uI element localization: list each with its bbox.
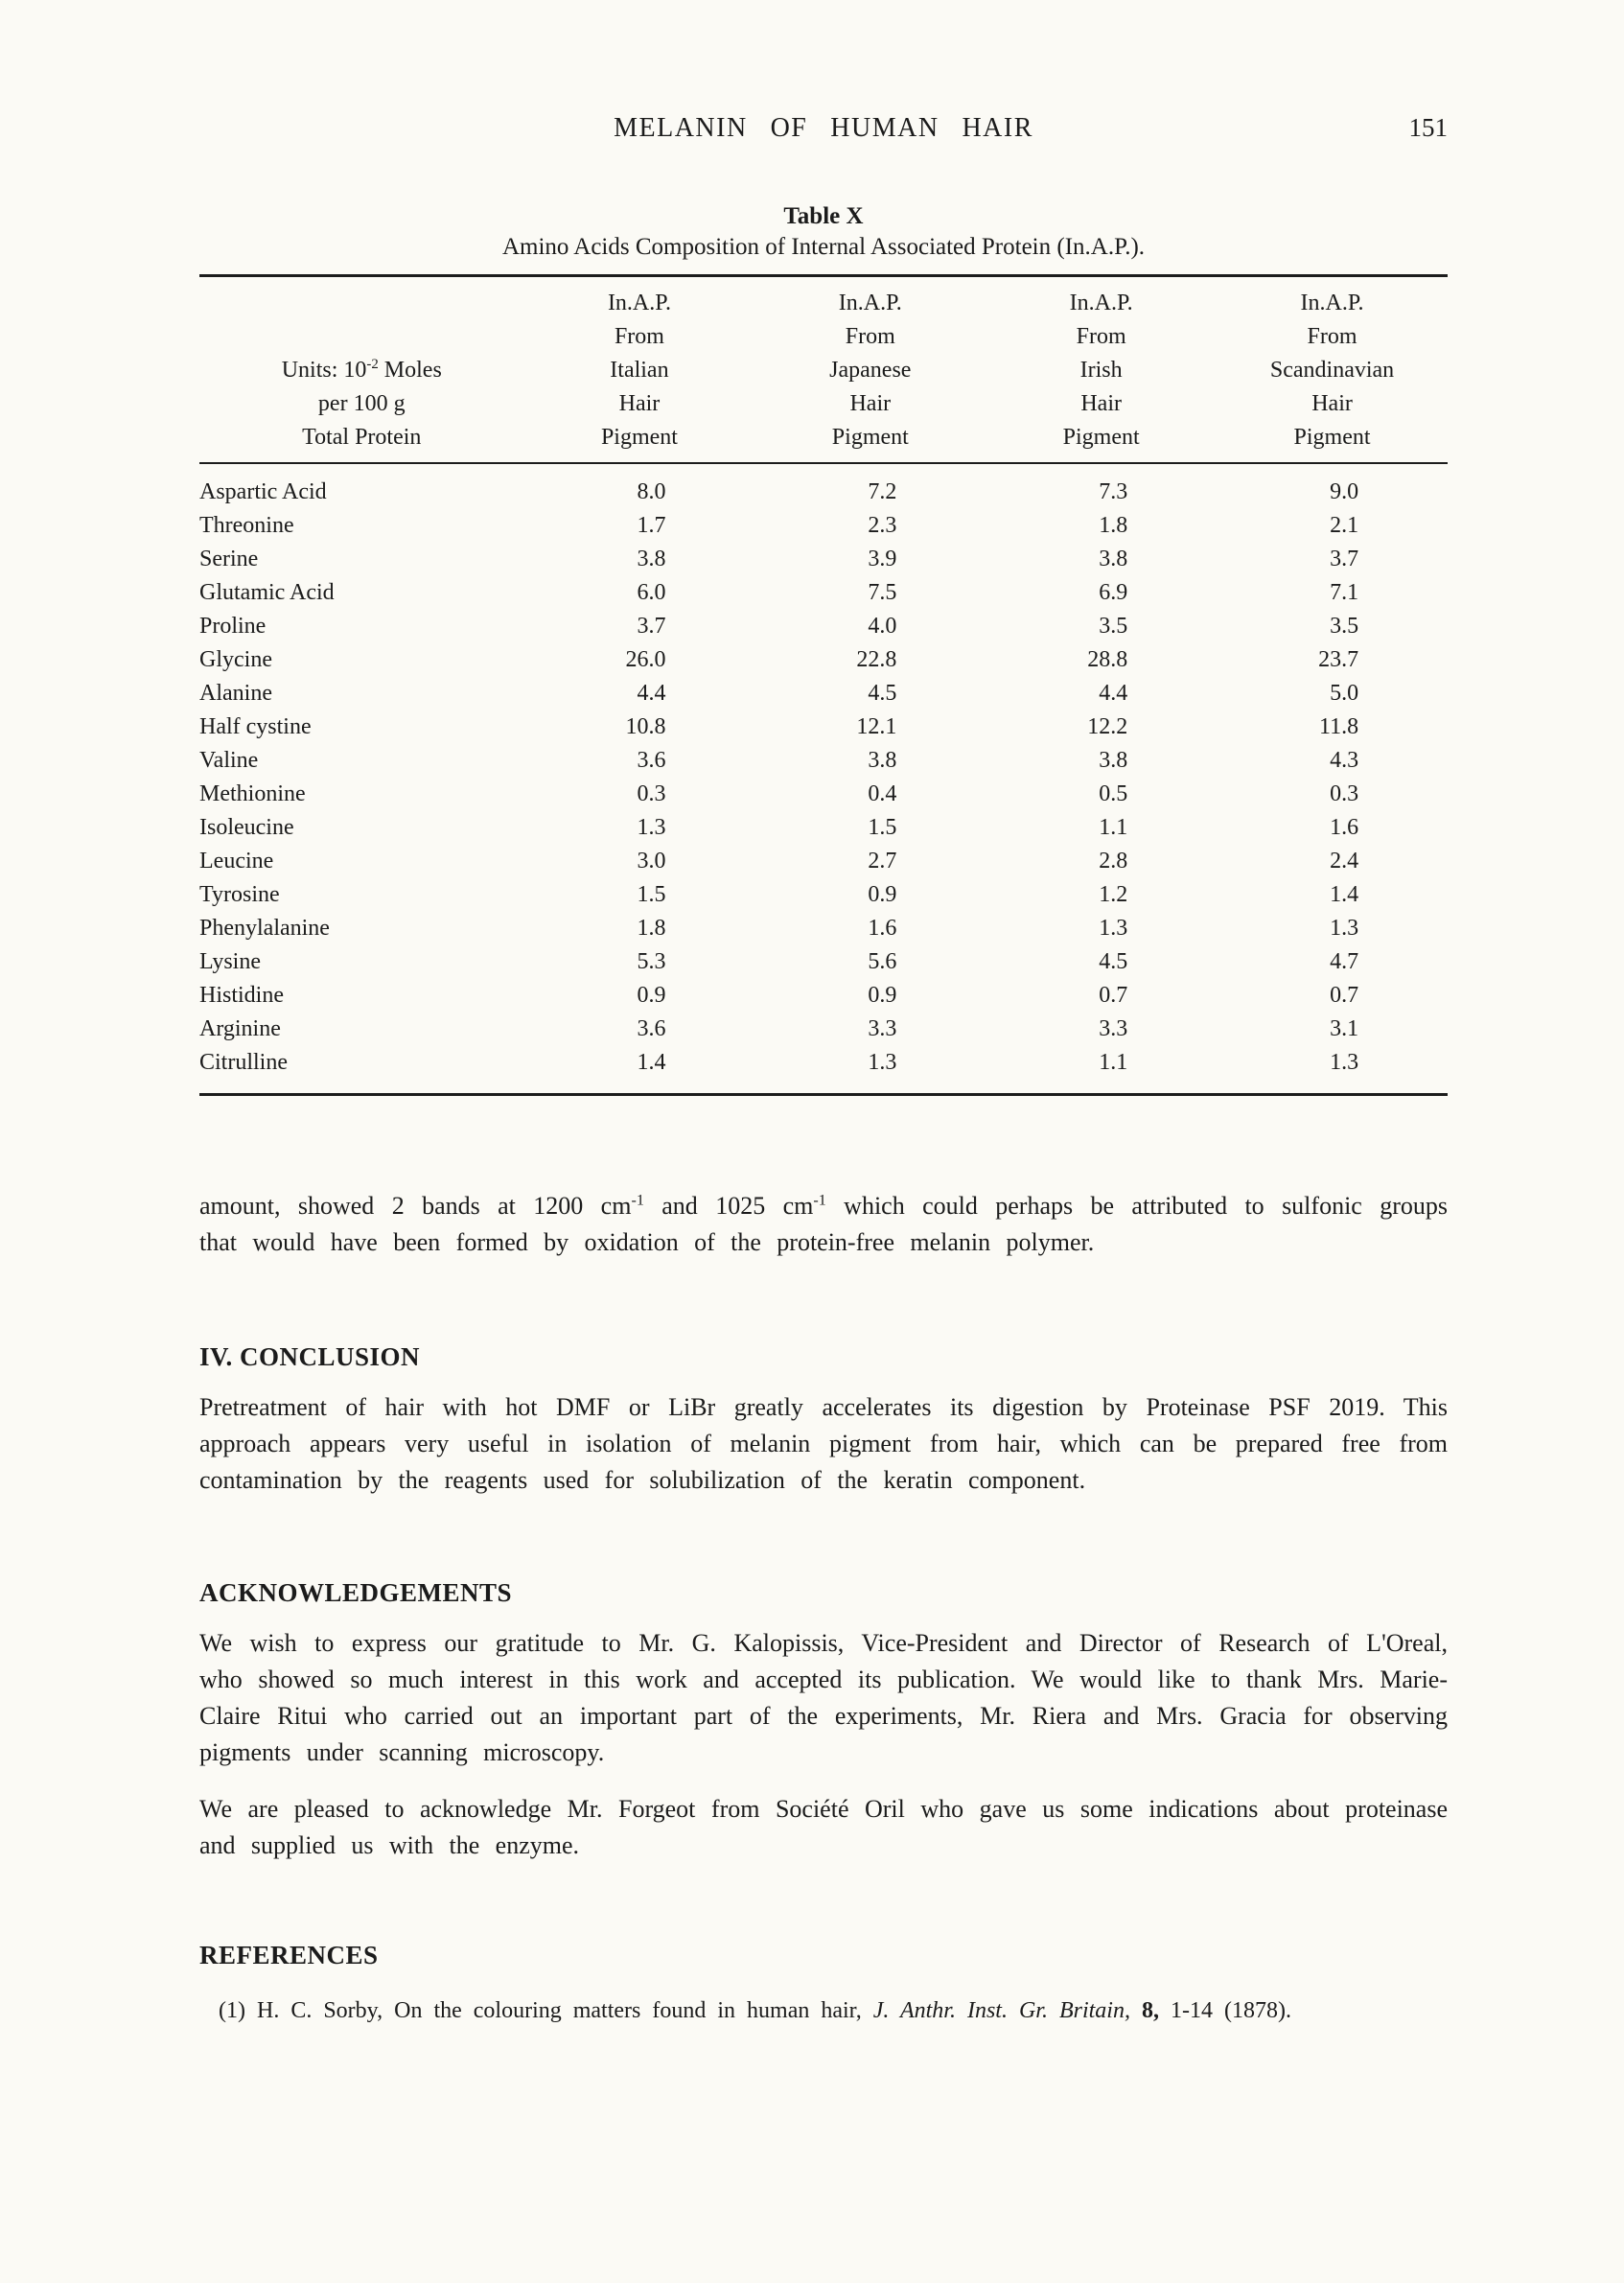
value-italian xyxy=(524,1013,755,1046)
value: 4.4 xyxy=(1099,681,1128,706)
value-italian xyxy=(524,543,755,576)
value: 5.6 xyxy=(868,949,897,974)
header-line: Scandinavian xyxy=(1269,358,1395,383)
header-line: From xyxy=(1307,324,1357,349)
value-scandinavian xyxy=(1217,677,1448,711)
value: 5.3 xyxy=(637,949,666,974)
table-row xyxy=(199,1046,1448,1095)
table-row xyxy=(199,845,1448,878)
value: 2.3 xyxy=(868,513,897,538)
value: 1.5 xyxy=(868,815,897,840)
value: 3.5 xyxy=(1099,614,1128,639)
value-irish xyxy=(986,677,1217,711)
column-header-irish xyxy=(986,276,1217,464)
units-line-3: Total Protein xyxy=(302,425,422,450)
amino-acid-name: Lysine xyxy=(199,949,261,974)
value-italian xyxy=(524,778,755,811)
reference-text: (1) H. C. Sorby, On the colouring matters found in human hair, xyxy=(219,1997,873,2023)
value-scandinavian xyxy=(1217,778,1448,811)
value: 1.4 xyxy=(1330,882,1359,907)
amino-acid-name: Tyrosine xyxy=(199,882,280,907)
value: 4.5 xyxy=(1099,949,1128,974)
value: 3.6 xyxy=(637,1016,666,1041)
amino-acid-name: Serine xyxy=(199,547,259,571)
units-line-1 xyxy=(199,354,524,387)
value-irish xyxy=(986,1013,1217,1046)
value-scandinavian xyxy=(1217,576,1448,610)
table-row xyxy=(199,945,1448,979)
header-line: In.A.P. xyxy=(607,291,671,315)
value-japanese xyxy=(754,811,986,845)
value: 5.0 xyxy=(1330,681,1359,706)
reference-volume: 8, xyxy=(1141,1997,1159,2023)
units-text: Moles xyxy=(378,358,442,383)
value-scandinavian xyxy=(1217,610,1448,643)
table-row xyxy=(199,643,1448,677)
value: 1.4 xyxy=(637,1050,666,1075)
value-japanese xyxy=(754,610,986,643)
value: 23.7 xyxy=(1318,647,1359,672)
value: 3.8 xyxy=(868,748,897,773)
value-irish xyxy=(986,576,1217,610)
header-line: In.A.P. xyxy=(1069,291,1133,315)
header-line: Hair xyxy=(849,391,892,416)
value-irish xyxy=(986,463,1217,509)
value: 26.0 xyxy=(625,647,666,672)
paragraph-text: amount, showed 2 bands at 1200 cm xyxy=(199,1192,632,1220)
running-head-title: MELANIN OF HUMAN HAIR xyxy=(614,113,1033,143)
table-row xyxy=(199,610,1448,643)
value-scandinavian xyxy=(1217,643,1448,677)
value: 4.3 xyxy=(1330,748,1359,773)
value-scandinavian xyxy=(1217,1046,1448,1095)
value-japanese xyxy=(754,643,986,677)
value: 6.9 xyxy=(1099,580,1128,605)
value-japanese xyxy=(754,711,986,744)
value-japanese xyxy=(754,576,986,610)
value-irish xyxy=(986,509,1217,543)
value: 2.8 xyxy=(1099,849,1128,874)
value-italian xyxy=(524,945,755,979)
value-italian xyxy=(524,610,755,643)
table-row xyxy=(199,1013,1448,1046)
value: 1.3 xyxy=(1099,916,1128,941)
value: 0.9 xyxy=(637,983,666,1008)
value-scandinavian xyxy=(1217,1013,1448,1046)
header-line: Pigment xyxy=(831,425,909,450)
units-header-cell xyxy=(199,276,524,464)
superscript-exponent: -2 xyxy=(366,357,379,372)
value-scandinavian xyxy=(1217,878,1448,912)
value: 9.0 xyxy=(1330,479,1359,504)
value: 0.4 xyxy=(868,781,897,806)
amino-acids-table xyxy=(199,274,1448,1096)
header-line: In.A.P. xyxy=(838,291,902,315)
header-line: From xyxy=(845,324,895,349)
conclusion-paragraph: Pretreatment of hair with hot DMF or LiBr greatly accelerates its digestion by Proteinase PSF 2019. This approach appears very useful in isolation of melanin pigment from hair, which can be prepared free from contamination by the reagents used for solubilization of the keratin component. xyxy=(199,1393,1448,1494)
table-row xyxy=(199,576,1448,610)
header-line: From xyxy=(1076,324,1126,349)
value: 1.3 xyxy=(868,1050,897,1075)
value-japanese xyxy=(754,878,986,912)
value: 0.3 xyxy=(637,781,666,806)
value: 1.1 xyxy=(1099,1050,1128,1075)
amino-acid-name: Isoleucine xyxy=(199,815,294,840)
paragraph-text: and 1025 cm xyxy=(643,1192,814,1220)
value: 3.8 xyxy=(637,547,666,571)
value: 3.9 xyxy=(868,547,897,571)
value-scandinavian xyxy=(1217,711,1448,744)
value-irish xyxy=(986,744,1217,778)
value: 8.0 xyxy=(637,479,666,504)
value: 3.7 xyxy=(1330,547,1359,571)
value-irish xyxy=(986,643,1217,677)
value: 4.0 xyxy=(868,614,897,639)
value: 1.6 xyxy=(1330,815,1359,840)
amino-acid-name: Phenylalanine xyxy=(199,916,330,941)
value-japanese xyxy=(754,677,986,711)
amino-acid-name: Valine xyxy=(199,748,259,773)
acknowledgements-paragraph-1: We wish to express our gratitude to Mr. G. Kalopissis, Vice-President and Director of Research of L'Oreal, who showed so much interest in this work and accepted its publication. We would like to thank Mrs. Marie-Claire Ritui who carried out an important part of the experiments, Mr. Riera and Mrs. Gracia for observing pigments under scanning microscopy. xyxy=(199,1629,1448,1766)
column-header-japanese xyxy=(754,276,986,464)
superscript-exponent: -1 xyxy=(813,1192,826,1209)
value-japanese xyxy=(754,912,986,945)
value-scandinavian xyxy=(1217,543,1448,576)
header-line: Irish xyxy=(1079,358,1123,383)
value-japanese xyxy=(754,979,986,1013)
value-japanese xyxy=(754,1046,986,1095)
column-header-italian xyxy=(524,276,755,464)
units-text: Units: 10 xyxy=(281,358,367,383)
value: 12.2 xyxy=(1087,714,1128,739)
amino-acid-name: Aspartic Acid xyxy=(199,479,327,504)
value: 2.4 xyxy=(1330,849,1359,874)
value: 3.3 xyxy=(868,1016,897,1041)
value-irish xyxy=(986,945,1217,979)
table-row xyxy=(199,509,1448,543)
table-row xyxy=(199,463,1448,509)
paragraph-amount xyxy=(199,1188,1448,1260)
table-row xyxy=(199,912,1448,945)
value: 7.2 xyxy=(868,479,897,504)
value-italian xyxy=(524,576,755,610)
header-line: Hair xyxy=(1080,391,1122,416)
value: 0.3 xyxy=(1330,781,1359,806)
value: 1.3 xyxy=(637,815,666,840)
value: 1.7 xyxy=(637,513,666,538)
amino-acid-name: Arginine xyxy=(199,1016,281,1041)
table-row xyxy=(199,677,1448,711)
header-line: In.A.P. xyxy=(1300,291,1364,315)
amino-acid-name: Threonine xyxy=(199,513,294,538)
value: 4.7 xyxy=(1330,949,1359,974)
value-japanese xyxy=(754,543,986,576)
value-irish xyxy=(986,543,1217,576)
amino-acid-name: Citrulline xyxy=(199,1050,288,1075)
table-header xyxy=(199,276,1448,464)
value: 6.0 xyxy=(637,580,666,605)
table-row xyxy=(199,543,1448,576)
value-japanese xyxy=(754,845,986,878)
value: 0.5 xyxy=(1099,781,1128,806)
value: 3.6 xyxy=(637,748,666,773)
superscript-exponent: -1 xyxy=(631,1192,644,1209)
value: 2.7 xyxy=(868,849,897,874)
value: 3.3 xyxy=(1099,1016,1128,1041)
value-irish xyxy=(986,845,1217,878)
header-line: Pigment xyxy=(1293,425,1371,450)
value: 1.8 xyxy=(637,916,666,941)
table-row xyxy=(199,811,1448,845)
value-irish xyxy=(986,711,1217,744)
references-heading: REFERENCES xyxy=(199,1940,379,1969)
acknowledgements-heading: ACKNOWLEDGEMENTS xyxy=(199,1578,513,1608)
value-italian xyxy=(524,912,755,945)
header-line: Italian xyxy=(610,358,669,383)
value-scandinavian xyxy=(1217,945,1448,979)
value: 11.8 xyxy=(1319,714,1359,739)
value: 4.5 xyxy=(868,681,897,706)
value: 10.8 xyxy=(625,714,666,739)
value: 2.1 xyxy=(1330,513,1359,538)
value-italian xyxy=(524,878,755,912)
amino-acid-name: Leucine xyxy=(199,849,274,874)
table-row xyxy=(199,979,1448,1013)
amino-acid-name: Alanine xyxy=(199,681,272,706)
header-line: Japanese xyxy=(829,358,912,383)
value-japanese xyxy=(754,945,986,979)
header-line: Pigment xyxy=(600,425,678,450)
value: 1.6 xyxy=(868,916,897,941)
amino-acid-name: Proline xyxy=(199,614,267,639)
value: 0.7 xyxy=(1099,983,1128,1008)
table-label: Table X xyxy=(783,203,864,229)
value: 3.8 xyxy=(1099,748,1128,773)
table-row xyxy=(199,778,1448,811)
value: 7.1 xyxy=(1330,580,1359,605)
value-italian xyxy=(524,643,755,677)
amino-acid-name: Glycine xyxy=(199,647,272,672)
value: 0.9 xyxy=(868,983,897,1008)
amino-acid-name: Glutamic Acid xyxy=(199,580,335,605)
value: 28.8 xyxy=(1087,647,1128,672)
column-header-scandinavian xyxy=(1217,276,1448,464)
value-scandinavian xyxy=(1217,509,1448,543)
value: 1.3 xyxy=(1330,1050,1359,1075)
value: 3.1 xyxy=(1330,1016,1359,1041)
header-line: Hair xyxy=(618,391,661,416)
paragraph-text: which could perhaps be attributed to sulfonic groups that would have been formed by oxidation of the protein-free melanin polymer. xyxy=(199,1192,1448,1256)
value: 7.5 xyxy=(868,580,897,605)
value-italian xyxy=(524,463,755,509)
value: 1.5 xyxy=(637,882,666,907)
value: 3.8 xyxy=(1099,547,1128,571)
value: 7.3 xyxy=(1099,479,1128,504)
value: 1.3 xyxy=(1330,916,1359,941)
reference-pages: 1-14 xyxy=(1158,1997,1224,2023)
running-head xyxy=(199,113,1448,144)
value-italian xyxy=(524,811,755,845)
page-number: 151 xyxy=(1408,113,1448,142)
acknowledgements-paragraph-2: We are pleased to acknowledge Mr. Forgeot from Société Oril who gave us some indications about proteinase and supplied us with the enzyme. xyxy=(199,1795,1448,1859)
value: 22.8 xyxy=(856,647,897,672)
value-italian xyxy=(524,677,755,711)
header-line: Pigment xyxy=(1062,425,1140,450)
reference-journal: J. Anthr. Inst. Gr. Britain, xyxy=(872,1997,1130,2023)
value-italian xyxy=(524,1046,755,1095)
value-scandinavian xyxy=(1217,845,1448,878)
value-irish xyxy=(986,811,1217,845)
value: 3.0 xyxy=(637,849,666,874)
value: 0.9 xyxy=(868,882,897,907)
units-line-2: per 100 g xyxy=(317,391,406,416)
value-irish xyxy=(986,878,1217,912)
header-line: Hair xyxy=(1311,391,1353,416)
value-irish xyxy=(986,778,1217,811)
conclusion-heading: IV. CONCLUSION xyxy=(199,1342,421,1372)
value-irish xyxy=(986,610,1217,643)
value-japanese xyxy=(754,509,986,543)
amino-acid-name: Half cystine xyxy=(199,714,312,739)
reference-year: (1878). xyxy=(1223,1997,1291,2023)
value-scandinavian xyxy=(1217,912,1448,945)
value-scandinavian xyxy=(1217,463,1448,509)
table-row xyxy=(199,878,1448,912)
value: 0.7 xyxy=(1330,983,1359,1008)
header-line: From xyxy=(614,324,664,349)
amino-acid-name: Methionine xyxy=(199,781,306,806)
value-japanese xyxy=(754,463,986,509)
table-row xyxy=(199,744,1448,778)
value-japanese xyxy=(754,744,986,778)
value: 4.4 xyxy=(637,681,666,706)
value-italian xyxy=(524,509,755,543)
value-italian xyxy=(524,845,755,878)
value-scandinavian xyxy=(1217,979,1448,1013)
amino-acid-name: Histidine xyxy=(199,983,284,1008)
table-body xyxy=(199,463,1448,1095)
value: 1.1 xyxy=(1099,815,1128,840)
value-italian xyxy=(524,744,755,778)
value-scandinavian xyxy=(1217,811,1448,845)
value-scandinavian xyxy=(1217,744,1448,778)
table-caption: Amino Acids Composition of Internal Associated Protein (In.A.P.). xyxy=(501,234,1146,260)
reference-entry-1 xyxy=(199,1993,1448,2028)
value-irish xyxy=(986,912,1217,945)
value-italian xyxy=(524,711,755,744)
value-japanese xyxy=(754,778,986,811)
value: 1.8 xyxy=(1099,513,1128,538)
value: 3.5 xyxy=(1330,614,1359,639)
table-row xyxy=(199,711,1448,744)
value: 12.1 xyxy=(856,714,897,739)
value-italian xyxy=(524,979,755,1013)
value: 3.7 xyxy=(637,614,666,639)
value-irish xyxy=(986,1046,1217,1095)
value-irish xyxy=(986,979,1217,1013)
value-japanese xyxy=(754,1013,986,1046)
value: 1.2 xyxy=(1099,882,1128,907)
